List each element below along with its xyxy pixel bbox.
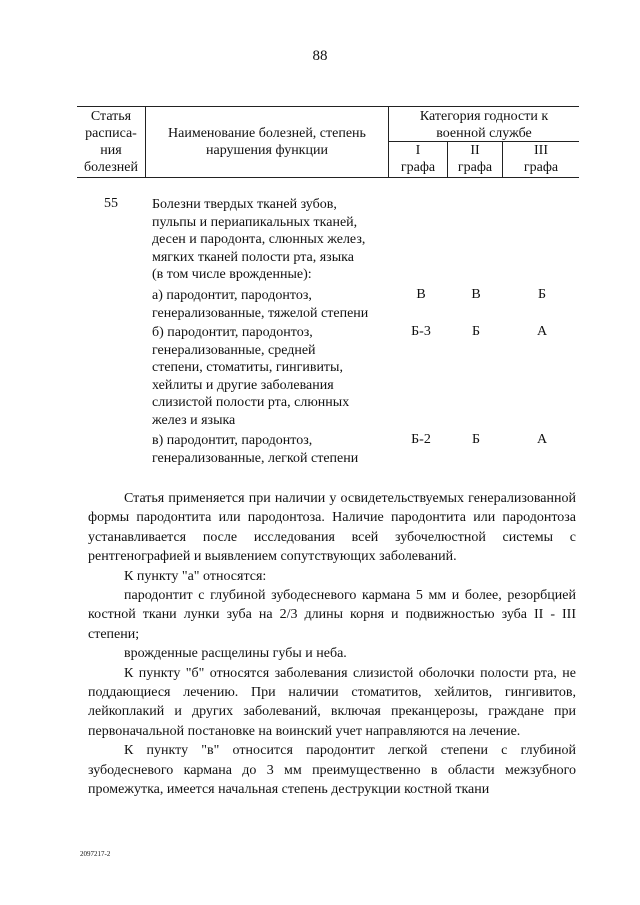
paragraph: пародонтит с глубиной зубодесневого кармана 5 мм и более, резорбцией костной ткани лунки зуба на 2/3 длины корня и подвижностью зуба II - III степени; [88, 588, 576, 642]
item-c-cat-2: Б [471, 432, 481, 447]
title-line: десен и пародонта, слюнных желез, [152, 232, 366, 247]
header-text: болезней [83, 160, 139, 175]
body-text [88, 489, 576, 800]
item-b-cat-1: Б-3 [411, 324, 431, 339]
header-text: расписа- [85, 126, 137, 141]
item-b [152, 324, 392, 429]
header-text: графа [400, 160, 436, 175]
item-line: генерализованные, тяжелой степени [152, 305, 369, 321]
item-a-cat-3: Б [537, 287, 547, 302]
header-text: I [415, 143, 421, 158]
header-text: Категория годности к [419, 109, 549, 124]
item-line: генерализованные, средней [152, 342, 316, 358]
header-graph-2 [448, 142, 502, 176]
item-line: генерализованные, легкой степени [152, 450, 359, 466]
header-category-title [389, 108, 579, 142]
item-line: в) пародонтит, пародонтоз, [152, 433, 313, 448]
item-a-cat-1: В [416, 287, 426, 302]
page-number: 88 [312, 48, 328, 64]
paragraph: К пункту "а" относятся: [124, 568, 267, 584]
article-title [152, 196, 392, 284]
item-a-cat-2: В [471, 287, 481, 302]
title-line: мягких тканей полости рта, языка [152, 249, 354, 265]
header-text: графа [457, 160, 493, 175]
header-graph-3 [503, 142, 579, 176]
header-disease-col [146, 125, 388, 159]
item-a [152, 287, 392, 322]
item-line: желез и языка [152, 412, 236, 428]
item-line: а) пародонтит, пародонтоз, [152, 288, 312, 303]
header-text: Наименование болезней, степень [168, 126, 366, 141]
header-text: графа [523, 160, 559, 175]
paragraph: К пункту "в" относится пародонтит легкой степени с глубиной зубодесневого кармана до 3 мм преимущественно в области межзубного промежутка, имеется начальная степень деструкции костной ткани [88, 743, 576, 798]
item-b-cat-3: А [536, 324, 548, 339]
footer-code: 2097217-2 [80, 850, 111, 858]
item-c-cat-1: Б-2 [411, 432, 431, 447]
header-graph-1 [389, 142, 447, 176]
item-c [152, 432, 392, 467]
header-article-col [77, 108, 145, 176]
header-text: II [470, 143, 480, 158]
header-text: военной службе [436, 126, 532, 141]
table-header [77, 106, 579, 178]
header-text: нарушения функции [206, 143, 328, 158]
item-line: слизистой полости рта, слюнных [152, 395, 350, 410]
item-line: б) пародонтит, пародонтоз, [152, 325, 313, 340]
item-line: хейлиты и другие заболевания [152, 377, 334, 393]
item-line: степени, стоматиты, гингивиты, [152, 360, 343, 375]
header-text: ния [100, 143, 122, 158]
header-text: III [534, 143, 548, 158]
article-number: 55 [104, 196, 118, 211]
paragraph: К пункту "б" относятся заболевания слизистой оболочки полости рта, не поддающиеся лечению. При наличии стоматитов, хейлитов, гингивитов, лейкоплакий и других заболеваний, включая преканцерозы, граждане при первоначальной постановке на воинский учет направляются на лечение. [88, 665, 576, 739]
title-line: (в том числе врожденные): [152, 267, 312, 282]
item-b-cat-2: Б [471, 324, 481, 339]
paragraph: Статья применяется при наличии у освидетельствуемых генерализованной формы пародонтита или пародонтоза. Наличие пародонтита или пародонтоза устанавливается после исследования всей зубочелюстной системы с рентгенографией и выявлением сопутствующих заболеваний. [88, 491, 576, 565]
header-text: Статья [90, 109, 132, 124]
title-line: пульпы и периапикальных тканей, [152, 214, 358, 230]
paragraph: врожденные расщелины губы и неба. [124, 646, 347, 662]
title-line: Болезни твердых тканей зубов, [152, 197, 337, 212]
item-c-cat-3: А [536, 432, 548, 447]
